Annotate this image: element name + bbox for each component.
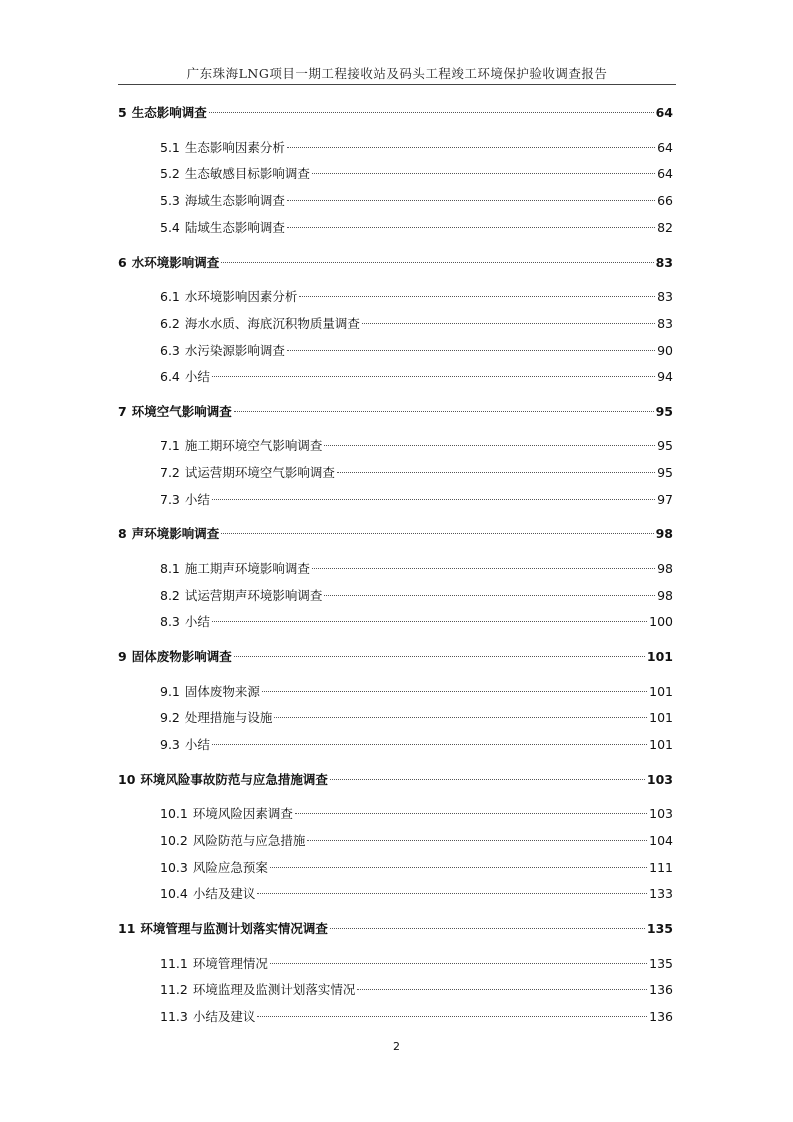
toc-entry-title: 环境空气影响调查 [131, 404, 232, 419]
toc-chapter-entry[interactable] [118, 919, 673, 939]
toc-entry-page: 90 [657, 343, 673, 358]
toc-section-entry[interactable] [160, 463, 673, 483]
toc-entry-page: 82 [657, 220, 673, 235]
toc-entry-page: 95 [657, 465, 673, 480]
running-header: 广东珠海LNG项目一期工程接收站及码头工程竣工环境保护验收调查报告 [186, 66, 608, 81]
toc-entry-page: 95 [655, 404, 673, 419]
toc-leader-dots [234, 655, 645, 657]
toc-entry-number: 5 [118, 105, 127, 120]
toc-leader-dots [362, 322, 655, 324]
toc-entry-title: 环境监理及监测计划落实情况 [192, 982, 356, 997]
toc-entry-number: 9.2 [160, 710, 180, 725]
toc-entry-page: 136 [649, 982, 673, 997]
toc-leader-dots [337, 471, 655, 473]
toc-entry-title: 小结 [184, 369, 210, 384]
toc-entry-number: 7.2 [160, 465, 180, 480]
toc-leader-dots [287, 226, 655, 228]
toc-entry-page: 98 [657, 588, 673, 603]
toc-leader-dots [257, 892, 647, 894]
toc-leader-dots [234, 410, 654, 412]
toc-entry-page: 101 [649, 710, 673, 725]
toc-section-entry[interactable] [160, 884, 673, 904]
toc-leader-dots [295, 812, 647, 814]
toc-leader-dots [299, 295, 655, 297]
toc-entry-number: 11 [118, 921, 136, 936]
toc-leader-dots [209, 111, 654, 113]
toc-entry-title: 水环境影响调查 [131, 255, 220, 270]
toc-leader-dots [221, 261, 653, 263]
toc-leader-dots [324, 594, 655, 596]
toc-entry-number: 8.3 [160, 614, 180, 629]
toc-entry-title: 环境管理情况 [192, 956, 268, 971]
toc-entry-number: 6.4 [160, 369, 180, 384]
toc-entry-title: 小结 [184, 492, 210, 507]
toc-entry-number: 7.3 [160, 492, 180, 507]
toc-entry-title: 试运营期声环境影响调查 [184, 588, 323, 603]
toc-entry-title: 小结及建议 [192, 1009, 256, 1024]
toc-leader-dots [221, 532, 653, 534]
toc-entry-title: 固体废物来源 [184, 684, 260, 699]
toc-section-entry[interactable] [160, 586, 673, 606]
toc-entry-title: 处理措施与设施 [184, 710, 273, 725]
toc-entry-number: 8 [118, 526, 127, 541]
toc-leader-dots [312, 172, 655, 174]
toc-entry-number: 8.2 [160, 588, 180, 603]
toc-entry-page: 94 [657, 369, 673, 384]
toc-entry-number: 10.3 [160, 860, 188, 875]
toc-entry-title: 环境风险事故防范与应急措施调查 [140, 772, 328, 787]
toc-entry-page: 64 [655, 105, 673, 120]
toc-entry-page: 83 [657, 289, 673, 304]
toc-entry-title: 生态影响因素分析 [184, 140, 285, 155]
page-number: 2 [393, 1040, 400, 1053]
toc-section-entry[interactable] [160, 490, 673, 510]
toc-entry-title: 风险应急预案 [192, 860, 268, 875]
toc-entry-title: 施工期环境空气影响调查 [184, 438, 323, 453]
toc-entry-title: 风险防范与应急措施 [192, 833, 306, 848]
toc-leader-dots [330, 927, 645, 929]
toc-section-entry[interactable] [160, 980, 673, 1000]
toc-entry-number: 10.1 [160, 806, 188, 821]
toc-chapter-entry[interactable] [118, 647, 673, 667]
toc-entry-page: 83 [657, 316, 673, 331]
toc-section-entry[interactable] [160, 138, 673, 158]
toc-entry-number: 7 [118, 404, 127, 419]
toc-entry-page: 64 [657, 140, 673, 155]
toc-entry-number: 9.3 [160, 737, 180, 752]
toc-entry-number: 9.1 [160, 684, 180, 699]
toc-section-entry[interactable] [160, 314, 673, 334]
toc-leader-dots [212, 743, 647, 745]
toc-section-entry[interactable] [160, 1007, 673, 1027]
toc-leader-dots [312, 567, 655, 569]
toc-entry-number: 6.1 [160, 289, 180, 304]
toc-section-entry[interactable] [160, 831, 673, 851]
toc-entry-number: 6.3 [160, 343, 180, 358]
toc-entry-page: 95 [657, 438, 673, 453]
toc-entry-title: 环境管理与监测计划落实情况调查 [140, 921, 328, 936]
toc-entry-page: 136 [649, 1009, 673, 1024]
toc-entry-number: 5.4 [160, 220, 180, 235]
toc-entry-title: 小结及建议 [192, 886, 256, 901]
toc-leader-dots [330, 778, 645, 780]
toc-entry-page: 103 [649, 806, 673, 821]
toc-leader-dots [270, 866, 647, 868]
toc-section-entry[interactable] [160, 708, 673, 728]
toc-entry-title: 小结 [184, 737, 210, 752]
toc-entry-title: 环境风险因素调查 [192, 806, 293, 821]
toc-entry-title: 水污染源影响调查 [184, 343, 285, 358]
toc-entry-page: 98 [655, 526, 673, 541]
toc-entry-page: 98 [657, 561, 673, 576]
toc-section-entry[interactable] [160, 735, 673, 755]
toc-leader-dots [212, 375, 655, 377]
toc-leader-dots [287, 146, 655, 148]
toc-section-entry[interactable] [160, 612, 673, 632]
toc-entry-title: 水环境影响因素分析 [184, 289, 298, 304]
toc-entry-page: 101 [649, 684, 673, 699]
toc-leader-dots [212, 620, 647, 622]
toc-entry-number: 9 [118, 649, 127, 664]
toc-entry-title: 试运营期环境空气影响调查 [184, 465, 335, 480]
toc-entry-number: 10 [118, 772, 136, 787]
toc-entry-title: 声环境影响调查 [131, 526, 220, 541]
toc-section-entry[interactable] [160, 954, 673, 974]
toc-section-entry[interactable] [160, 436, 673, 456]
toc-leader-dots [307, 839, 647, 841]
toc-entry-number: 5.2 [160, 166, 180, 181]
toc-section-entry[interactable] [160, 858, 673, 878]
toc-chapter-entry[interactable] [118, 253, 673, 273]
toc-leader-dots [262, 690, 647, 692]
toc-chapter-entry[interactable] [118, 524, 673, 544]
toc-leader-dots [212, 498, 655, 500]
toc-entry-page: 97 [657, 492, 673, 507]
toc-entry-page: 101 [649, 737, 673, 752]
toc-entry-number: 6 [118, 255, 127, 270]
toc-entry-number: 8.1 [160, 561, 180, 576]
toc-entry-title: 生态影响调查 [131, 105, 207, 120]
toc-entry-title: 施工期声环境影响调查 [184, 561, 310, 576]
toc-section-entry[interactable] [160, 164, 673, 184]
toc-entry-title: 固体废物影响调查 [131, 649, 232, 664]
toc-entry-number: 11.3 [160, 1009, 188, 1024]
toc-leader-dots [357, 988, 647, 990]
toc-entry-title: 生态敏感目标影响调查 [184, 166, 310, 181]
toc-entry-number: 10.2 [160, 833, 188, 848]
toc-entry-page: 83 [655, 255, 673, 270]
toc-section-entry[interactable] [160, 682, 673, 702]
toc-section-entry[interactable] [160, 559, 673, 579]
toc-entry-page: 133 [649, 886, 673, 901]
toc-leader-dots [270, 962, 647, 964]
toc-section-entry[interactable] [160, 218, 673, 238]
toc-chapter-entry[interactable] [118, 402, 673, 422]
toc-entry-number: 5.1 [160, 140, 180, 155]
toc-entry-page: 135 [646, 921, 673, 936]
toc-entry-page: 101 [646, 649, 673, 664]
toc-leader-dots [287, 349, 655, 351]
toc-entry-number: 5.3 [160, 193, 180, 208]
toc-leader-dots [324, 444, 655, 446]
toc-section-entry[interactable] [160, 367, 673, 387]
toc-entry-page: 100 [649, 614, 673, 629]
toc-chapter-entry[interactable] [118, 103, 673, 123]
toc-entry-number: 7.1 [160, 438, 180, 453]
toc-entry-number: 10.4 [160, 886, 188, 901]
toc-entry-page: 135 [649, 956, 673, 971]
toc-leader-dots [287, 199, 655, 201]
toc-entry-number: 6.2 [160, 316, 180, 331]
toc-entry-number: 11.1 [160, 956, 188, 971]
toc-entry-title: 海水水质、海底沉积物质量调查 [184, 316, 360, 331]
toc-section-entry[interactable] [160, 804, 673, 824]
toc-chapter-entry[interactable] [118, 770, 673, 790]
toc-leader-dots [257, 1015, 647, 1017]
toc-section-entry[interactable] [160, 191, 673, 211]
toc-leader-dots [274, 716, 647, 718]
toc-entry-page: 66 [657, 193, 673, 208]
toc-entry-page: 111 [649, 860, 673, 875]
toc-entry-number: 11.2 [160, 982, 188, 997]
toc-entry-title: 海域生态影响调查 [184, 193, 285, 208]
toc-section-entry[interactable] [160, 287, 673, 307]
toc-section-entry[interactable] [160, 341, 673, 361]
toc-entry-page: 103 [646, 772, 673, 787]
toc-entry-title: 陆域生态影响调查 [184, 220, 285, 235]
toc-entry-page: 64 [657, 166, 673, 181]
toc-entry-title: 小结 [184, 614, 210, 629]
toc-entry-page: 104 [649, 833, 673, 848]
